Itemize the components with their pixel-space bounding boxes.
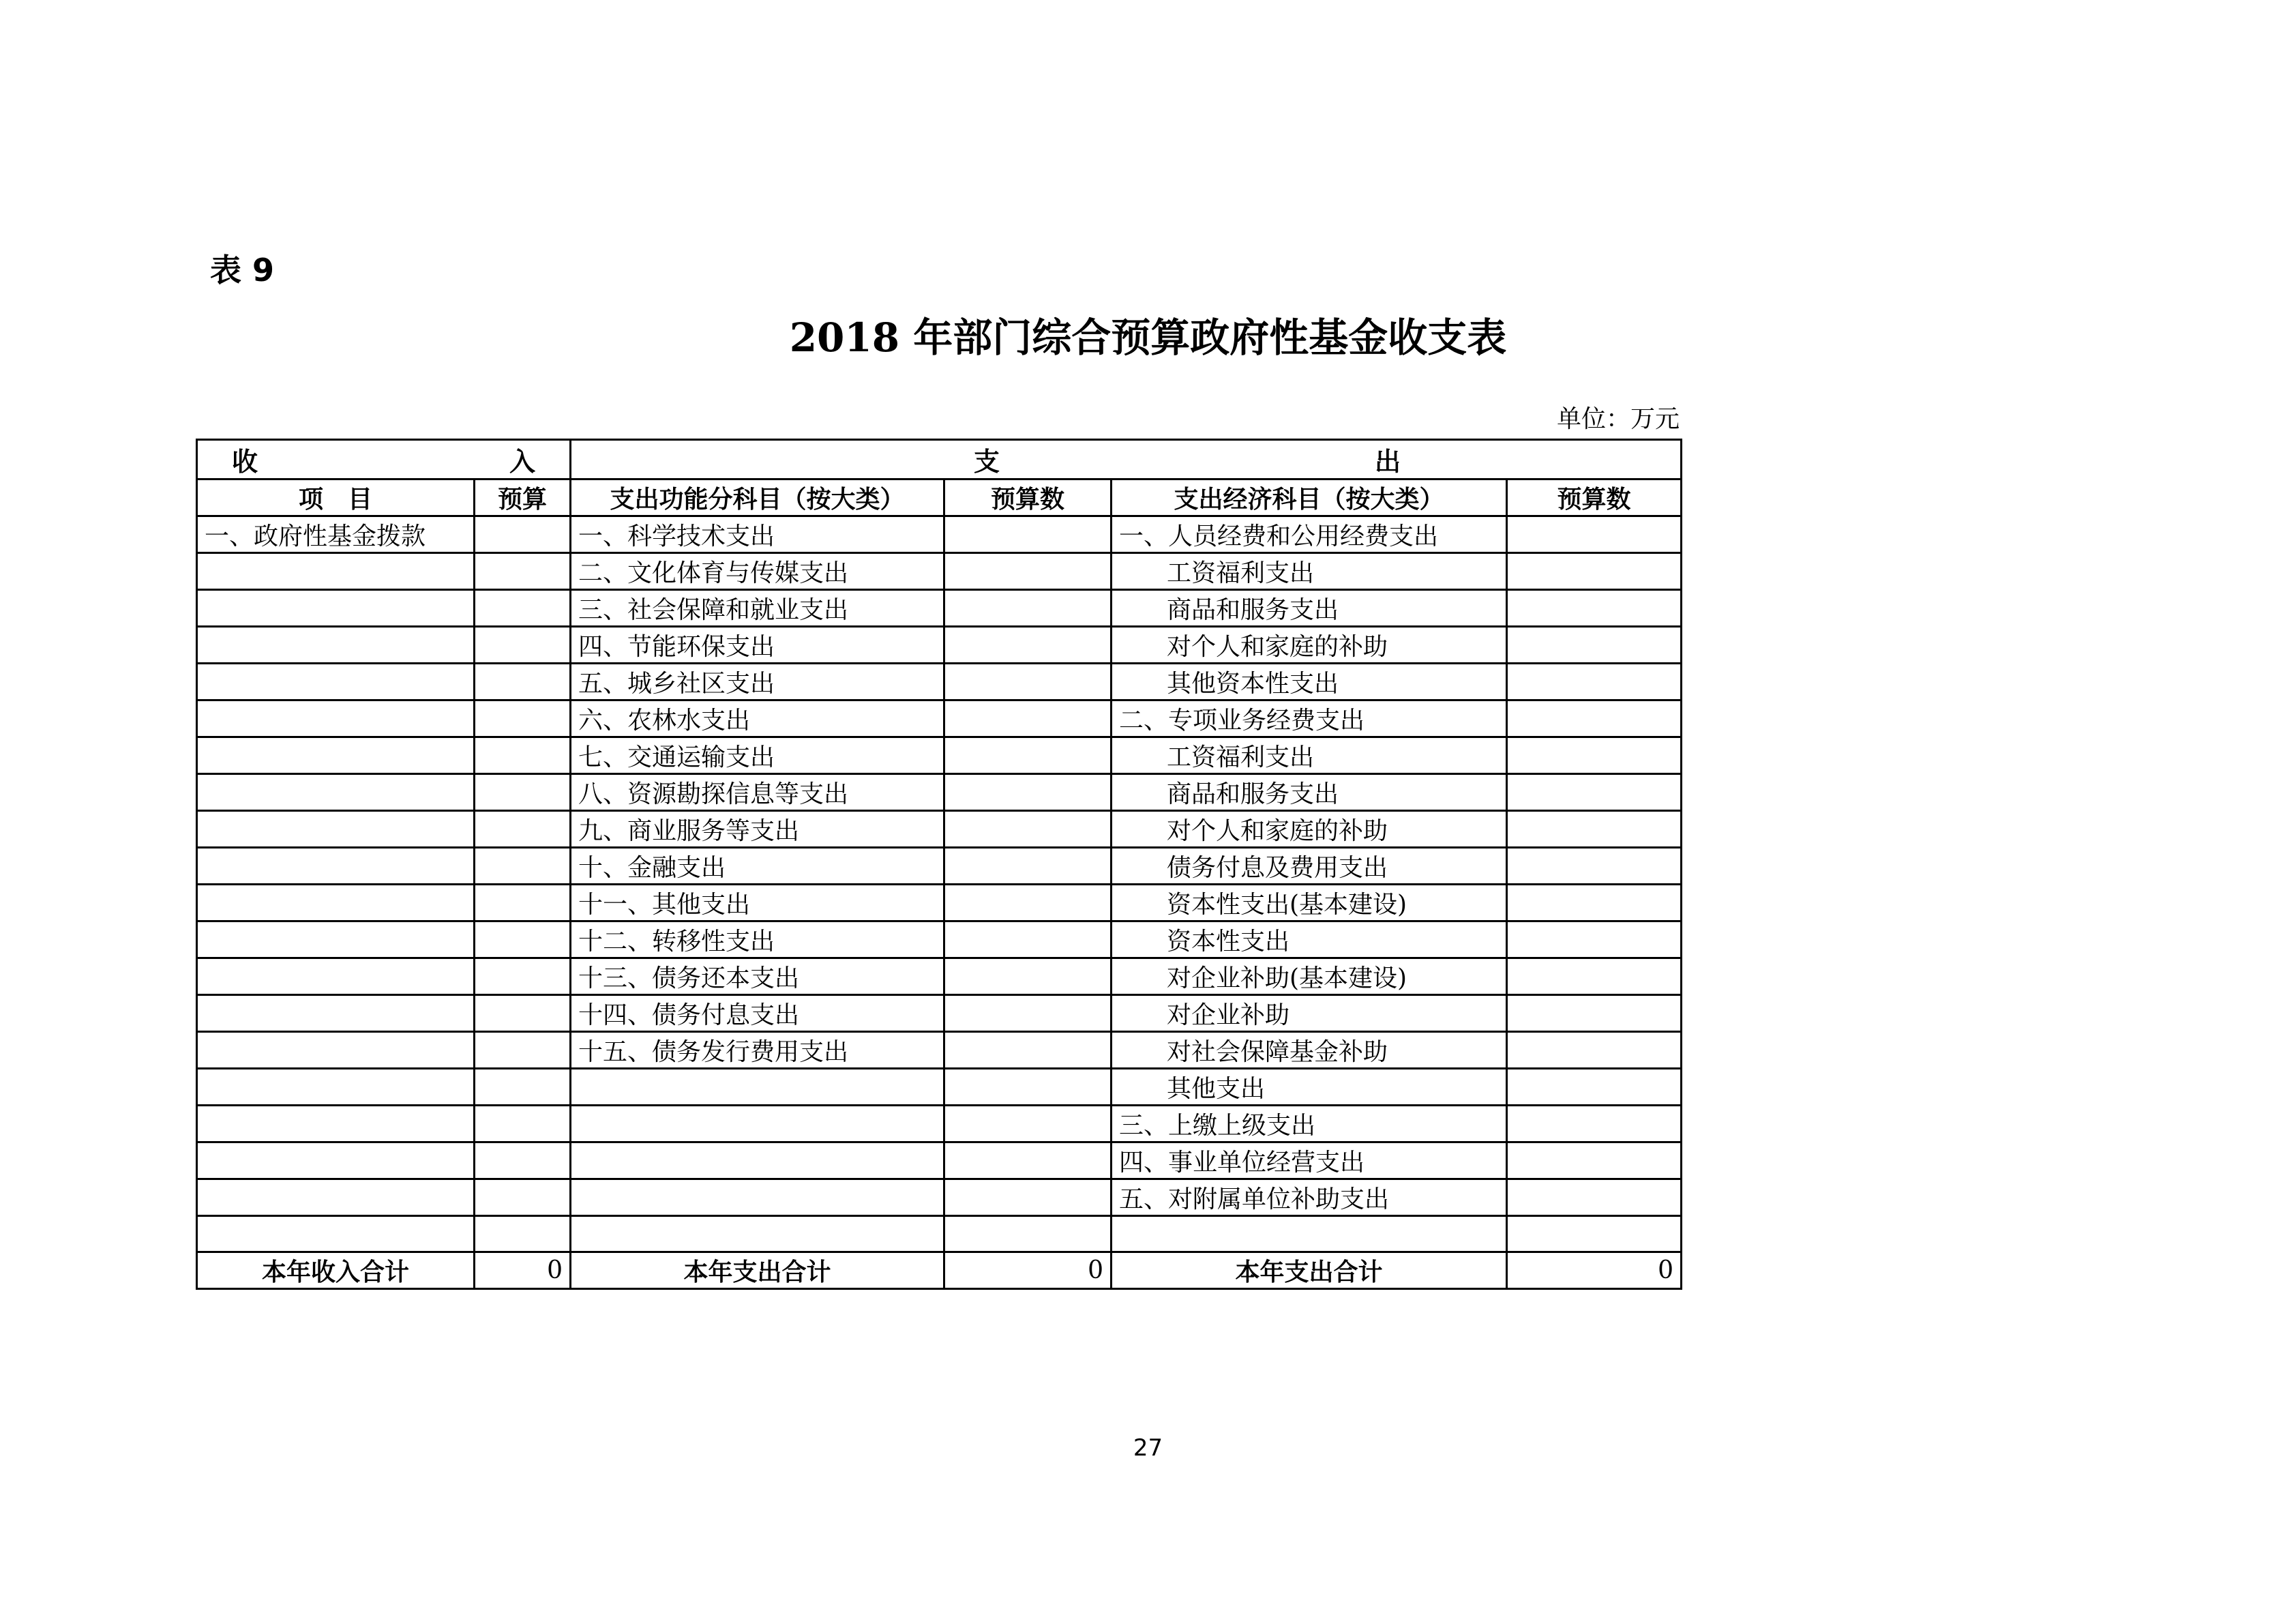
function-budget-cell: [944, 774, 1112, 811]
income-item-cell: [197, 737, 475, 774]
economic-item-cell: 工资福利支出: [1112, 553, 1507, 590]
economic-item-cell: 资本性支出: [1112, 921, 1507, 958]
income-budget-cell: [475, 848, 571, 885]
function-item-cell: 十、金融支出: [571, 848, 944, 885]
income-total-value: 0: [475, 1252, 571, 1289]
income-item-cell: [197, 885, 475, 921]
income-item-cell: [197, 1069, 475, 1106]
function-total-value: 0: [944, 1252, 1112, 1289]
group-header-row: [197, 440, 1682, 479]
table-row: [197, 1216, 1682, 1252]
total-row: [197, 1252, 1682, 1289]
table-row: [197, 885, 1682, 921]
economic-total-label: 本年支出合计: [1112, 1252, 1507, 1289]
budget-table: [196, 439, 1682, 1290]
income-budget-cell: [475, 700, 571, 737]
economic-budget-cell: [1507, 590, 1682, 627]
table-row: [197, 811, 1682, 848]
economic-budget-cell: [1507, 1106, 1682, 1142]
function-item-cell: [571, 1216, 944, 1252]
function-item-cell: 七、交通运输支出: [571, 737, 944, 774]
function-item-cell: 十五、债务发行费用支出: [571, 1032, 944, 1069]
table-row: [197, 958, 1682, 995]
income-item-cell: [197, 700, 475, 737]
function-budget-cell: [944, 1142, 1112, 1179]
function-budget-cell: [944, 1179, 1112, 1216]
function-budget-cell: [944, 553, 1112, 590]
table-row: [197, 774, 1682, 811]
column-header-economic-budget: 预算数: [1507, 479, 1682, 516]
function-item-cell: [571, 1069, 944, 1106]
table-row: [197, 664, 1682, 700]
income-budget-cell: [475, 958, 571, 995]
function-item-cell: [571, 1142, 944, 1179]
income-budget-cell: [475, 664, 571, 700]
function-total-label: 本年支出合计: [571, 1252, 944, 1289]
column-header-economic: 支出经济科目（按大类）: [1112, 479, 1507, 516]
income-total-label: 本年收入合计: [197, 1252, 475, 1289]
economic-budget-cell: [1507, 885, 1682, 921]
income-budget-cell: [475, 811, 571, 848]
income-budget-cell: [475, 1032, 571, 1069]
function-item-cell: 五、城乡社区支出: [571, 664, 944, 700]
income-header-left: 收: [232, 447, 258, 477]
expense-header-left: 支: [974, 447, 1000, 477]
economic-budget-cell: [1507, 995, 1682, 1032]
economic-item-cell: 商品和服务支出: [1112, 774, 1507, 811]
income-item-cell: [197, 1142, 475, 1179]
table-row: [197, 995, 1682, 1032]
table-row: [197, 627, 1682, 664]
income-budget-cell: [475, 1069, 571, 1106]
income-item-cell: [197, 995, 475, 1032]
table-label: 表 9: [210, 252, 275, 289]
page-title: 2018 年部门综合预算政府性基金收支表: [789, 314, 1507, 361]
income-budget-cell: [475, 1216, 571, 1252]
table-row: [197, 737, 1682, 774]
function-budget-cell: [944, 737, 1112, 774]
income-budget-cell: [475, 553, 571, 590]
function-budget-cell: [944, 958, 1112, 995]
economic-item-cell: 工资福利支出: [1112, 737, 1507, 774]
economic-item-cell: 二、专项业务经费支出: [1112, 700, 1507, 737]
income-item-cell: [197, 774, 475, 811]
function-budget-cell: [944, 1106, 1112, 1142]
economic-budget-cell: [1507, 516, 1682, 553]
function-budget-cell: [944, 921, 1112, 958]
economic-item-cell: 其他资本性支出: [1112, 664, 1507, 700]
table-row: [197, 700, 1682, 737]
economic-item-cell: 对个人和家庭的补助: [1112, 627, 1507, 664]
expense-group-header: [571, 440, 1682, 479]
column-header-function: 支出功能分科目（按大类）: [571, 479, 944, 516]
function-budget-cell: [944, 848, 1112, 885]
table-row: [197, 1069, 1682, 1106]
economic-item-cell: 四、事业单位经营支出: [1112, 1142, 1507, 1179]
income-item-cell: [197, 1032, 475, 1069]
economic-item-cell: 三、上缴上级支出: [1112, 1106, 1507, 1142]
income-budget-cell: [475, 1142, 571, 1179]
economic-budget-cell: [1507, 664, 1682, 700]
income-budget-cell: [475, 737, 571, 774]
function-budget-cell: [944, 1032, 1112, 1069]
economic-item-cell: 资本性支出(基本建设): [1112, 885, 1507, 921]
function-item-cell: 一、科学技术支出: [571, 516, 944, 553]
income-item-cell: [197, 848, 475, 885]
function-item-cell: 十四、债务付息支出: [571, 995, 944, 1032]
table-row: [197, 1032, 1682, 1069]
economic-item-cell: [1112, 1216, 1507, 1252]
income-item-cell: [197, 627, 475, 664]
economic-budget-cell: [1507, 737, 1682, 774]
table-row: [197, 848, 1682, 885]
economic-item-cell: 五、对附属单位补助支出: [1112, 1179, 1507, 1216]
economic-budget-cell: [1507, 774, 1682, 811]
page-number: 27: [1133, 1434, 1163, 1462]
economic-total-value: 0: [1507, 1252, 1682, 1289]
income-group-header: [197, 440, 571, 479]
economic-budget-cell: [1507, 811, 1682, 848]
income-item-cell: [197, 553, 475, 590]
table-row: [197, 516, 1682, 553]
function-budget-cell: [944, 995, 1112, 1032]
function-item-cell: [571, 1106, 944, 1142]
table-row: [197, 1106, 1682, 1142]
column-header-budget: 预算: [475, 479, 571, 516]
column-header-item: 项 目: [197, 479, 475, 516]
economic-budget-cell: [1507, 958, 1682, 995]
economic-budget-cell: [1507, 1032, 1682, 1069]
economic-item-cell: 对社会保障基金补助: [1112, 1032, 1507, 1069]
income-item-cell: [197, 1179, 475, 1216]
table-row: [197, 1179, 1682, 1216]
function-item-cell: 十三、债务还本支出: [571, 958, 944, 995]
economic-budget-cell: [1507, 1069, 1682, 1106]
table-row: [197, 553, 1682, 590]
function-budget-cell: [944, 590, 1112, 627]
income-item-cell: [197, 1106, 475, 1142]
function-item-cell: 三、社会保障和就业支出: [571, 590, 944, 627]
economic-item-cell: 商品和服务支出: [1112, 590, 1507, 627]
economic-item-cell: 对企业补助: [1112, 995, 1507, 1032]
function-item-cell: 八、资源勘探信息等支出: [571, 774, 944, 811]
income-item-cell: [197, 590, 475, 627]
function-budget-cell: [944, 627, 1112, 664]
income-budget-cell: [475, 921, 571, 958]
income-budget-cell: [475, 1179, 571, 1216]
income-budget-cell: [475, 627, 571, 664]
function-item-cell: 四、节能环保支出: [571, 627, 944, 664]
income-budget-cell: [475, 590, 571, 627]
income-item-cell: [197, 1216, 475, 1252]
function-item-cell: 二、文化体育与传媒支出: [571, 553, 944, 590]
economic-budget-cell: [1507, 700, 1682, 737]
function-item-cell: 九、商业服务等支出: [571, 811, 944, 848]
function-budget-cell: [944, 700, 1112, 737]
function-budget-cell: [944, 885, 1112, 921]
unit-label: 单位：万元: [1556, 405, 1680, 433]
expense-header-right: 出: [1375, 447, 1401, 477]
economic-budget-cell: [1507, 921, 1682, 958]
function-budget-cell: [944, 811, 1112, 848]
economic-budget-cell: [1507, 627, 1682, 664]
income-item-cell: [197, 921, 475, 958]
income-budget-cell: [475, 774, 571, 811]
function-item-cell: 十二、转移性支出: [571, 921, 944, 958]
column-header-row: [197, 479, 1682, 516]
income-budget-cell: [475, 995, 571, 1032]
economic-budget-cell: [1507, 1142, 1682, 1179]
function-item-cell: 十一、其他支出: [571, 885, 944, 921]
income-budget-cell: [475, 516, 571, 553]
column-header-function-budget: 预算数: [944, 479, 1112, 516]
function-budget-cell: [944, 516, 1112, 553]
income-item-cell: 一、政府性基金拨款: [197, 516, 475, 553]
table-row: [197, 921, 1682, 958]
economic-budget-cell: [1507, 848, 1682, 885]
economic-item-cell: 其他支出: [1112, 1069, 1507, 1106]
function-item-cell: [571, 1179, 944, 1216]
table-row: [197, 1142, 1682, 1179]
function-budget-cell: [944, 1216, 1112, 1252]
table-row: [197, 590, 1682, 627]
economic-budget-cell: [1507, 1179, 1682, 1216]
income-budget-cell: [475, 1106, 571, 1142]
economic-item-cell: 对企业补助(基本建设): [1112, 958, 1507, 995]
income-item-cell: [197, 958, 475, 995]
income-header-right: 入: [509, 447, 535, 477]
income-item-cell: [197, 811, 475, 848]
economic-budget-cell: [1507, 1216, 1682, 1252]
economic-item-cell: 一、人员经费和公用经费支出: [1112, 516, 1507, 553]
economic-budget-cell: [1507, 553, 1682, 590]
economic-item-cell: 债务付息及费用支出: [1112, 848, 1507, 885]
function-item-cell: 六、农林水支出: [571, 700, 944, 737]
function-budget-cell: [944, 664, 1112, 700]
income-budget-cell: [475, 885, 571, 921]
function-budget-cell: [944, 1069, 1112, 1106]
economic-item-cell: 对个人和家庭的补助: [1112, 811, 1507, 848]
income-item-cell: [197, 664, 475, 700]
